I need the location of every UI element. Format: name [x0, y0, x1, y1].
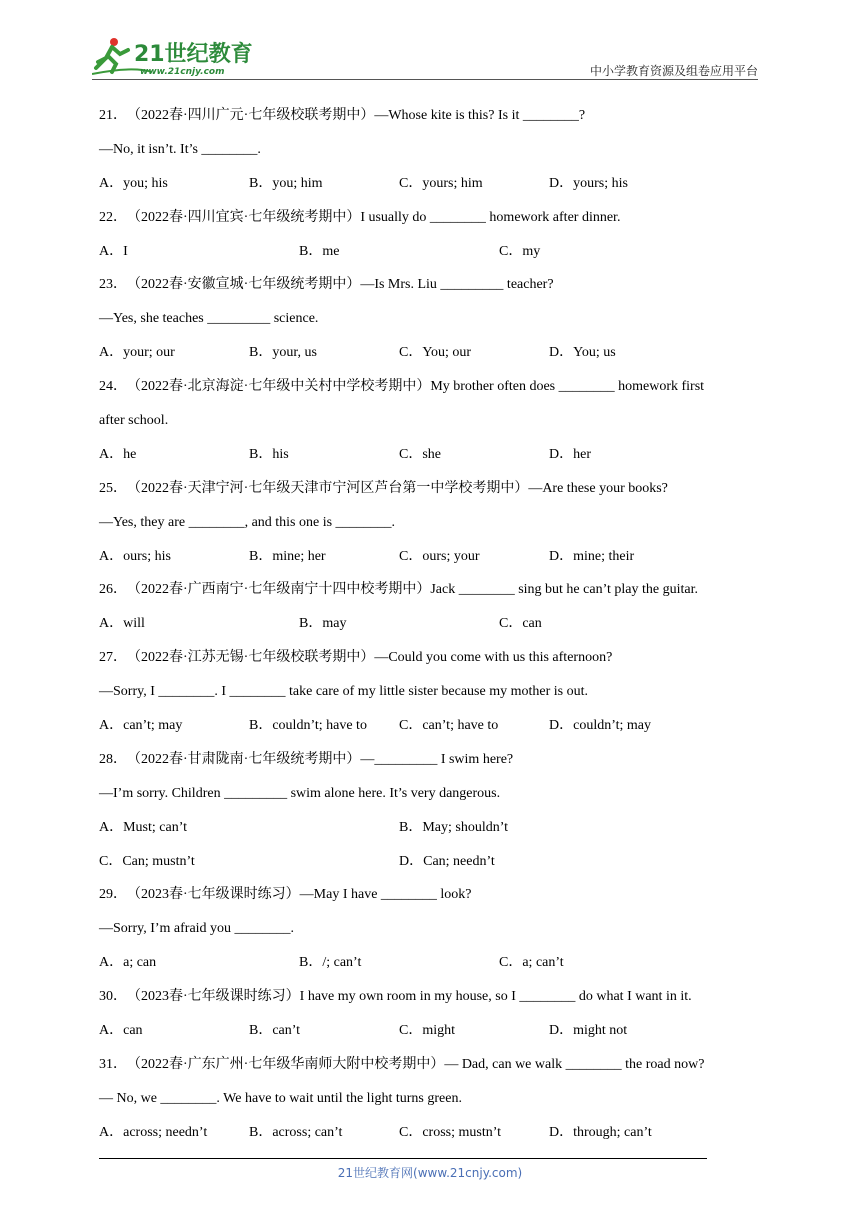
answer-option[interactable]: B．can’t — [249, 1023, 301, 1039]
answer-option[interactable]: C．might — [399, 1023, 456, 1039]
answer-option[interactable]: A．Must; can’t — [99, 819, 188, 835]
question-text: （2022春·广东广州·七年级华南师大附中校考期中）— Dad, can we walk ________ the road now? — [127, 1056, 705, 1072]
answer-option[interactable]: C．my — [499, 243, 541, 259]
question-stem — [99, 268, 761, 302]
question-number: 26． — [99, 582, 127, 598]
answer-option[interactable]: D．through; can’t — [549, 1124, 652, 1140]
question-text: （2022春·甘肃陇南·七年级统考期中）—_________ I swim here? — [127, 751, 514, 767]
question-stem — [99, 743, 761, 777]
question-text: （2023春·七年级课时练习）—May I have ________ look? — [127, 887, 472, 903]
question-stem — [99, 201, 761, 235]
answer-option[interactable]: A．he — [99, 446, 137, 462]
answer-option[interactable]: A．will — [99, 616, 145, 632]
answer-option[interactable]: A．can’t; may — [99, 718, 183, 734]
question-stem — [99, 573, 761, 607]
options-row — [99, 235, 761, 269]
question-number: 21． — [99, 108, 127, 123]
answer-option[interactable]: B．your, us — [249, 345, 317, 361]
answer-option[interactable]: B．may — [299, 616, 347, 632]
options-row — [99, 336, 761, 370]
page-header — [92, 36, 758, 78]
logo-runner-icon — [92, 36, 262, 78]
question-followup: —Yes, they are ________, and this one is ________. — [99, 514, 396, 530]
question-number: 23． — [99, 277, 127, 293]
answer-option[interactable]: C．can’t; have to — [399, 718, 499, 734]
question-text: （2022春·江苏无锡·七年级校联考期中）—Could you come with us this afternoon? — [127, 650, 613, 666]
answer-option[interactable]: C．You; our — [399, 345, 472, 361]
options-row — [99, 1116, 761, 1150]
header-divider — [92, 79, 758, 80]
answer-option[interactable]: D．Can; needn’t — [399, 853, 495, 869]
question-text: （2022春·北京海淀·七年级中关村中学校考期中）My brother often does ________ homework first — [127, 379, 705, 395]
answer-option[interactable]: A．can — [99, 1023, 143, 1039]
footer-divider — [99, 1158, 707, 1159]
answer-option[interactable]: C．cross; mustn’t — [399, 1124, 502, 1140]
options-row — [99, 845, 761, 879]
question-number: 29． — [99, 887, 127, 903]
footer-text[interactable]: 21世纪教育网(www.21cnjy.com) — [337, 1166, 523, 1180]
question-followup: —Yes, she teaches _________ science. — [99, 311, 319, 327]
answer-option[interactable]: A．ours; his — [99, 548, 171, 564]
question-stem — [99, 641, 761, 675]
options-row — [99, 709, 761, 743]
question-number: 27． — [99, 650, 127, 666]
answer-option[interactable]: D．might not — [549, 1023, 628, 1039]
answer-option[interactable]: A．I — [99, 243, 128, 259]
question-stem — [99, 980, 761, 1014]
options-row — [99, 1014, 761, 1048]
options-row — [99, 811, 761, 845]
answer-option[interactable]: A．a; can — [99, 955, 157, 971]
question-followup: —Sorry, I’m afraid you ________. — [99, 921, 295, 937]
answer-option[interactable]: D．You; us — [549, 345, 616, 361]
question-followup: after school. — [99, 413, 169, 429]
answer-option[interactable]: B．/; can’t — [299, 955, 362, 971]
logo-text: 21世纪教育 — [134, 42, 253, 67]
answer-option[interactable]: C．Can; mustn’t — [99, 853, 195, 869]
answer-option[interactable]: A．your; our — [99, 345, 175, 361]
logo-url: www.21cnjy.com — [140, 67, 225, 77]
question-text: （2022春·安徽宣城·七年级统考期中）—Is Mrs. Liu _________ teacher? — [127, 277, 554, 293]
question-list — [99, 99, 761, 1150]
answer-option[interactable]: B．mine; her — [249, 548, 326, 564]
answer-option[interactable]: D．mine; their — [549, 548, 635, 564]
answer-option[interactable]: C．a; can’t — [499, 955, 564, 971]
answer-option[interactable]: C．ours; your — [399, 548, 480, 564]
question-stem — [99, 878, 761, 912]
answer-option[interactable]: B．you; him — [249, 175, 323, 191]
question-stem — [99, 99, 761, 133]
question-number: 28． — [99, 751, 127, 767]
answer-option[interactable]: D．her — [549, 446, 591, 462]
question-number: 24． — [99, 379, 127, 395]
answer-option[interactable]: D．yours; his — [549, 175, 628, 191]
question-number: 22． — [99, 209, 127, 225]
answer-option[interactable]: B．May; shouldn’t — [399, 819, 509, 835]
question-number: 31． — [99, 1056, 127, 1072]
question-stem — [99, 370, 761, 404]
options-row — [99, 607, 761, 641]
question-number: 30． — [99, 989, 127, 1005]
question-text: （2022春·天津宁河·七年级天津市宁河区芦台第一中学校考期中）—Are these your books? — [127, 480, 668, 496]
question-followup: —I’m sorry. Children _________ swim alone here. It’s very dangerous. — [99, 785, 501, 801]
answer-option[interactable]: C．can — [499, 616, 542, 632]
question-number: 25． — [99, 480, 127, 496]
question-text: （2023春·七年级课时练习）I have my own room in my house, so I ________ do what I want in it. — [127, 989, 692, 1005]
question-text: （2022春·四川广元·七年级校联考期中）—Whose kite is this? Is it ________? — [127, 108, 586, 123]
question-stem — [99, 472, 761, 506]
platform-name: 中小学教育资源及组卷应用平台 — [589, 64, 758, 78]
options-row — [99, 946, 761, 980]
answer-option[interactable]: D．couldn’t; may — [549, 718, 652, 734]
answer-option[interactable]: A．across; needn’t — [99, 1124, 208, 1140]
options-row — [99, 167, 761, 201]
question-text: （2022春·四川宜宾·七年级统考期中）I usually do ________ homework after dinner. — [127, 209, 621, 225]
answer-option[interactable]: B．his — [249, 446, 289, 462]
question-followup: —No, it isn’t. It’s ________. — [99, 141, 261, 157]
logo — [92, 36, 262, 78]
options-row — [99, 540, 761, 574]
question-followup: —Sorry, I ________. I ________ take care of my little sister because my mother is out. — [99, 684, 588, 700]
answer-option[interactable]: A．you; his — [99, 175, 168, 191]
options-row — [99, 438, 761, 472]
question-stem — [99, 1048, 761, 1082]
answer-option[interactable]: B．across; can’t — [249, 1124, 343, 1140]
question-text: （2022春·广西南宁·七年级南宁十四中校考期中）Jack ________ sing but he can’t play the guitar. — [127, 582, 698, 598]
answer-option[interactable]: C．she — [399, 446, 441, 462]
answer-option[interactable]: B．couldn’t; have to — [249, 718, 367, 734]
question-followup: — No, we ________. We have to wait until the light turns green. — [99, 1090, 462, 1106]
answer-option[interactable]: B．me — [299, 243, 340, 259]
answer-option[interactable]: C．yours; him — [399, 175, 483, 191]
